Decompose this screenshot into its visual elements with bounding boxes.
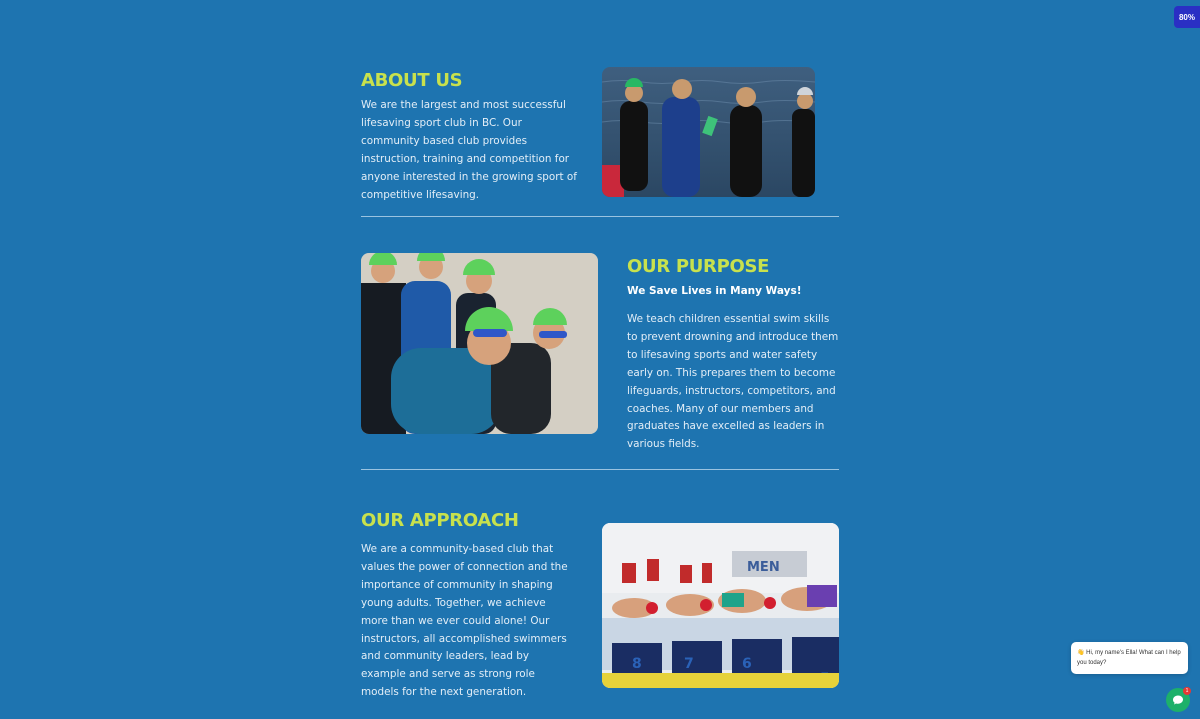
- chat-unread-badge: 1: [1183, 687, 1191, 695]
- approach-photo: [602, 523, 839, 688]
- approach-title: OUR APPROACH: [361, 510, 519, 531]
- swimmers-lineup-image: [361, 253, 598, 434]
- purpose-section: [627, 256, 842, 454]
- open-water-swimmers-image: [602, 67, 815, 197]
- purpose-photo: [361, 253, 598, 434]
- chat-bubble-icon: [1172, 694, 1184, 706]
- chat-greeting-text: 👋 Hi, my name's Ella! What can I help you today?: [1077, 650, 1181, 666]
- lane-number: 7: [684, 656, 694, 672]
- purpose-title: OUR PURPOSE: [627, 256, 770, 277]
- approach-body: We are a community-based club that values the power of connection and the importance of community in shaping young adults. Together, we achieve more than we ever could alone! Our instructors, all accomplished swimmers and community leaders, lead by example and serve as strong role models for the next generation.: [361, 543, 568, 699]
- section-divider: [361, 216, 839, 217]
- about-title: ABOUT US: [361, 70, 463, 91]
- pool-start-blocks-image: [602, 523, 839, 688]
- lane-number: 6: [742, 656, 752, 672]
- pool-sign-text: MEN: [747, 560, 780, 575]
- section-divider: [361, 469, 839, 470]
- approach-section: [361, 510, 571, 702]
- about-photo: [602, 67, 815, 197]
- purpose-subtitle: We Save Lives in Many Ways!: [627, 285, 802, 297]
- about-body: We are the largest and most successful lifesaving sport club in BC. Our community based club provides instruction, training and competition for anyone interested in the growing sport of competitive lifesaving.: [361, 99, 577, 201]
- chat-greeting-bubble[interactable]: [1071, 642, 1188, 674]
- lane-number: 8: [632, 656, 642, 672]
- zoom-level-badge[interactable]: 80%: [1174, 6, 1200, 28]
- about-section: [361, 70, 581, 204]
- purpose-body: We teach children essential swim skills to prevent drowning and introduce them to lifesaving sports and water safety early on. This prepares them to become lifeguards, instructors, competitors, and coaches. Many of our members and graduates have excelled as leaders in various fields.: [627, 313, 839, 451]
